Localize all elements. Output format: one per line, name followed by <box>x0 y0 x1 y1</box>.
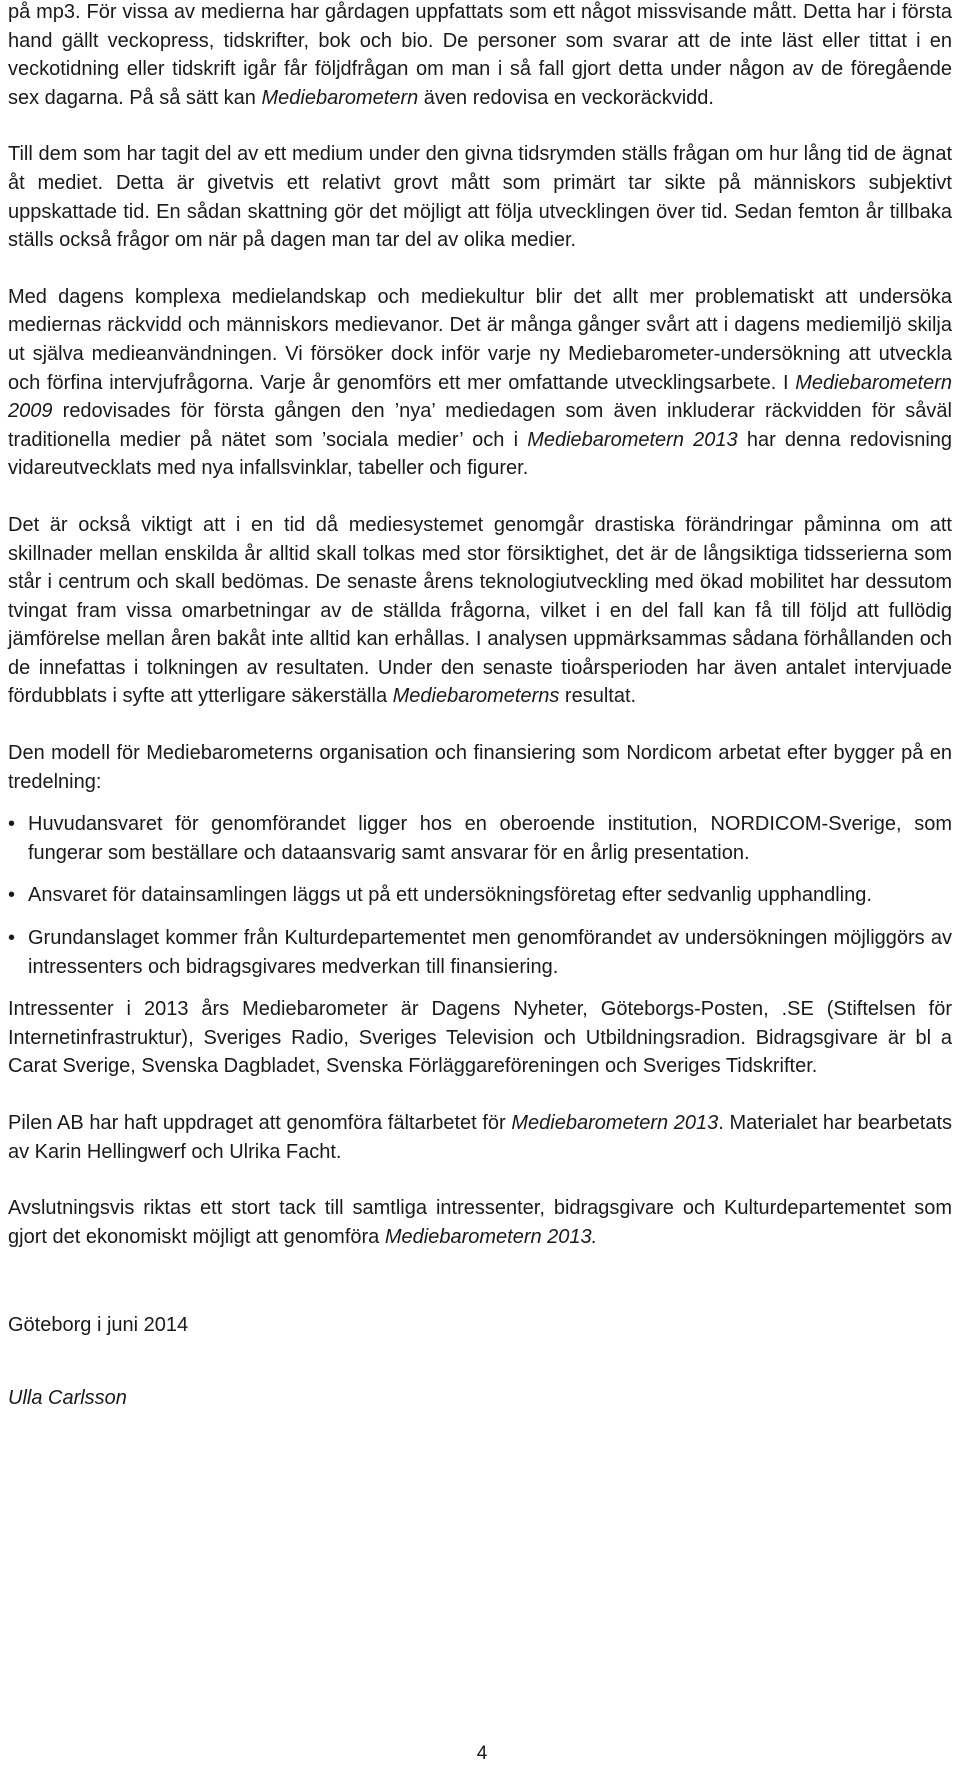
paragraph-media-landscape <box>8 283 952 483</box>
list-item <box>8 924 952 981</box>
page-number-text: 4 <box>476 1743 488 1764</box>
text-run: har denna redovisning vidareutvecklats med nya infallsvinklar, tabeller och figurer. <box>8 428 953 480</box>
publication-title: Mediebarometern 2009 <box>8 371 952 423</box>
list-item-text: Ansvaret för datainsamlingen läggs ut på ett undersökningsföretag efter sedvanlig upphandling. <box>28 884 872 907</box>
body-text <box>8 0 952 1413</box>
list-item <box>8 810 952 867</box>
paragraph-weekly-reach <box>8 0 952 112</box>
paragraph-time-spent: Till dem som har tagit del av ett medium under den givna tidsrymden ställs frågan om hur lång tid de ägnat åt mediet. Detta är givetvis ett relativt grovt mått som primärt tar sikte på människors subjektivt uppskattade tid. En sådan skattning gör det möjligt att följa utvecklingen över tid. Sedan femton år tillbaka ställs också frågor om när på dagen man tar del av olika medier. <box>8 143 952 252</box>
text-run: Pilen AB har haft uppdraget att genomföra fältarbetet för <box>8 1112 512 1134</box>
text-run: . Materialet har bearbetats av Karin Hellingwerf och Ulrika Facht. <box>8 1112 952 1163</box>
bullet-icon: • <box>8 927 16 950</box>
paragraph-organisation-model: Den modell för Mediebarometerns organisation och finansiering som Nordicom arbetat efter bygger på en tredelning: <box>8 742 952 793</box>
place-date: Göteborg i juni 2014 <box>8 1314 189 1337</box>
bullet-icon: • <box>8 884 16 907</box>
publication-title: Mediebarometern 2013. <box>384 1225 598 1248</box>
text-run: resultat. <box>559 685 637 708</box>
page-number <box>0 1740 960 1769</box>
list-item <box>8 881 952 910</box>
paragraph-fieldwork <box>8 1109 952 1166</box>
text-run: även redovisa en veckoräckvidd. <box>418 86 714 109</box>
publication-title: Mediebarometern <box>261 86 419 109</box>
text-run: Det är också viktigt att i en tid då mediesystemet genomgår drastiska förändringar påminna om att skillnader mellan enskilda år alltid skall tolkas med stor försiktighet, det är de långsiktiga tidsserierna som står i centrum och skall bedömas. De senaste årens teknologiutveckling med ökad mobilitet har dessutom tvingat fram vissa omarbetningar av de ställda frågorna, vilket i en del fall kan få till följd att fullödig jämförelse mellan åren bakåt inte alltid kan erhållas. I analysen uppmärksammas sådana förhållanden och de innefattas i tolkningen av resultaten. Under den senaste tioårsperioden har även antalet intervjuade fördubblats i syfte att ytterligare säkerställa <box>8 513 952 708</box>
author-signature: Ulla Carlsson <box>8 1386 127 1409</box>
bullet-icon: • <box>8 813 16 836</box>
publication-title: Mediebarometern 2013 <box>511 1112 719 1134</box>
paragraph-acknowledgements <box>8 1194 952 1251</box>
paragraph-stakeholders: Intressenter i 2013 års Mediebarometer är Dagens Nyheter, Göteborgs-Posten, .SE (Stiftelsen för Internetinfrastruktur), Sveriges Radio, Sveriges Television och Utbildningsradion. Bidragsgivare är bl a Carat Sverige, Svenska Dagbladet, Svenska Förläggareföreningen och Sveriges Tidskrifter. <box>8 998 952 1078</box>
publication-title: Mediebarometern 2013 <box>527 428 738 451</box>
publication-title: Mediebarometerns <box>392 685 560 708</box>
text-run: Avslutningsvis riktas ett stort tack till samtliga intressenter, bidragsgivare och Kulturdepartementet som gjort det ekonomiskt möjligt att genomföra <box>8 1197 952 1248</box>
text-run: redovisades för första gången den ’nya’ mediedagen som även inkluderar räckvidden för såväl traditionella medier på nätet som ’sociala medier’ och i <box>8 400 952 451</box>
text-run: Med dagens komplexa medielandskap och mediekultur blir det allt mer problematiskt att undersöka mediernas räckvidd och människors medievanor. Det är många gånger svårt att i dagens mediemiljö skilja ut själva medieanvändningen. Vi försöker dock inför varje ny Mediebarometer-undersökning att utveckla och förfina intervjufrågorna. Varje år genomförs ett mer omfattande utvecklingsarbete. I <box>8 285 952 394</box>
text-run: på mp3. För vissa av medierna har gårdagen uppfattats som ett något missvisande mått. Detta har i första hand gällt veckopress, tidskrifter, bok och bio. De personer som svarar att de inte läst eller tittat i en veckotidning eller tidskrift igår får följdfrågan om man i så fall gjort detta under någon av de föregående sex dagarna. På så sätt kan <box>8 1 952 109</box>
list-item-text: Grundanslaget kommer från Kulturdepartementet men genomförandet av undersökningen möjliggörs av intressenters och bidragsgivares medverkan till finansiering. <box>28 927 952 978</box>
list-item-text: Huvudansvaret för genomförandet ligger hos en oberoende institution, NORDICOM-Sverige, som fungerar som beställare och dataansvarig samt ansvarar för en årlig presentation. <box>28 813 952 864</box>
bullet-list <box>8 810 952 981</box>
paragraph-time-series <box>8 511 952 711</box>
